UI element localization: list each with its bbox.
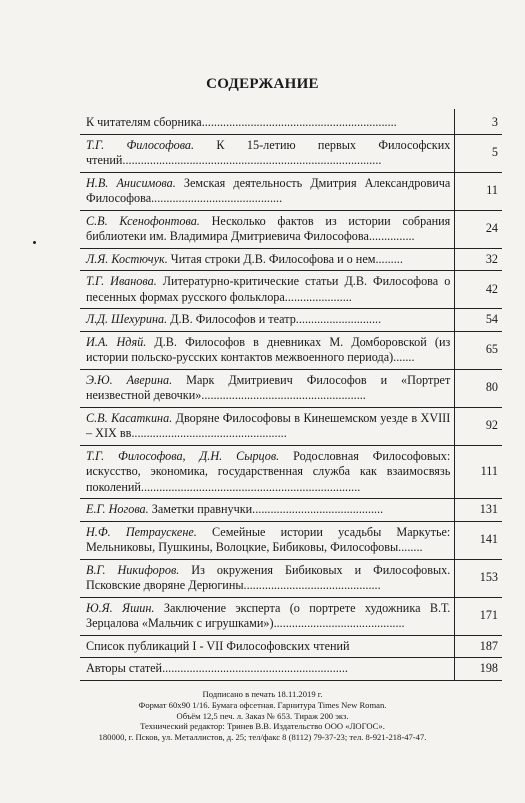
toc-row xyxy=(80,597,502,635)
toc-author: Ю.Я. Яшин. xyxy=(86,600,155,615)
toc-title: Заключение эксперта (о портрете художника В.Т. Зерцалова «Мальчик с игрушками»)........................................... xyxy=(86,600,451,630)
toc-author: Е.Г. Ногова. xyxy=(86,502,149,516)
toc-entry xyxy=(80,597,455,635)
imprint-line: Технический редактор: Тринев В.В. Издательство ООО «ЛОГОС». xyxy=(140,721,385,732)
toc-entry xyxy=(80,369,455,407)
toc-row xyxy=(80,134,502,172)
toc-title: Семейные истории усадьбы Маркутье: Мельниковы, Пушкины, Волоцкие, Бибиковы, Философовы........ xyxy=(86,524,451,554)
toc-page-number: 187 xyxy=(455,635,502,658)
toc-entry-text xyxy=(86,502,450,518)
toc-entry-text xyxy=(86,449,450,496)
toc-title: Несколько фактов из истории собрания библиотеки им. Владимира Дмитриевича Философова............... xyxy=(86,213,451,243)
toc-entry xyxy=(80,559,455,597)
imprint-line: 180000, г. Псков, ул. Металлистов, д. 25; тел/факс 8 (8112) 79-37-23; тел. 8-921-218-47-47. xyxy=(98,732,427,743)
toc-page-number: 141 xyxy=(455,521,502,559)
toc-page-number: 153 xyxy=(455,559,502,597)
toc-entry-text xyxy=(86,252,450,268)
toc-author: С.В. Ксенофонтова. xyxy=(86,213,200,228)
toc-entry-text xyxy=(86,115,450,131)
toc-page-number: 11 xyxy=(455,172,502,210)
toc-entry xyxy=(80,248,455,271)
toc-title: Дворяне Философовы в Кинешемском уезде в XVIII – XIX вв................................................... xyxy=(86,410,451,440)
imprint-line: Подписано в печать 18.11.2019 г. xyxy=(202,689,323,699)
toc-title: Д.В. Философов в дневниках М. Домборовской (из истории польско-русских контактов межвоенного периода)....... xyxy=(86,334,451,364)
toc-row xyxy=(80,559,502,597)
toc-page-number: 80 xyxy=(455,369,502,407)
toc-page-number: 131 xyxy=(455,499,502,522)
toc-author: Т.Г. Философова, Д.Н. Сырцов. xyxy=(86,448,280,463)
toc-page-number: 171 xyxy=(455,597,502,635)
toc-entry-text xyxy=(86,214,450,245)
toc-page-number: 5 xyxy=(455,134,502,172)
toc-title: Д.В. Философов и театр............................ xyxy=(167,312,382,326)
toc-row xyxy=(80,109,502,134)
toc-entry-text xyxy=(86,312,450,328)
toc-row xyxy=(80,271,502,309)
toc-entry-text xyxy=(86,176,450,207)
toc-entry-text xyxy=(86,601,450,632)
toc-entry-text xyxy=(86,335,450,366)
toc-author: С.В. Касаткина. xyxy=(86,410,173,425)
toc-page-number: 3 xyxy=(455,109,502,134)
toc-row xyxy=(80,172,502,210)
toc-page-number: 54 xyxy=(455,309,502,332)
page-title: СОДЕРЖАНИЕ xyxy=(206,76,319,92)
toc-author: Л.Я. Костючук. xyxy=(86,251,168,266)
imprint-line: Объём 12,5 печ. л. Заказ № 653. Тираж 200 экз. xyxy=(176,710,349,721)
toc-entry-text xyxy=(86,373,450,404)
toc-title: Литературно-критические статьи Д.В. Философова о песенных формах русского фольклора...................... xyxy=(86,274,451,304)
toc-title: Читая строки Д.В. Философова и о нем......... xyxy=(167,251,403,266)
toc-row xyxy=(80,369,502,407)
toc-row xyxy=(80,521,502,559)
toc-title: Марк Дмитриевич Философов и «Портрет неизвестной девочки»...................................................... xyxy=(86,372,451,402)
toc-page-number: 111 xyxy=(455,445,502,499)
toc-page-number: 65 xyxy=(455,331,502,369)
toc-title: К читателям сборника................................................................ xyxy=(86,115,397,129)
toc-page-number: 24 xyxy=(455,210,502,248)
toc-entry xyxy=(80,658,455,681)
toc-entry xyxy=(80,407,455,445)
toc-title: Авторы статей............................................................. xyxy=(86,661,348,675)
toc-title: Земская деятельность Дмитрия Александровича Философова........................................... xyxy=(86,175,451,205)
toc-entry xyxy=(80,271,455,309)
toc-row xyxy=(80,309,502,332)
toc-row xyxy=(80,331,502,369)
toc-entry xyxy=(80,635,455,658)
toc-title: Список публикаций I - VII Философовских чтений xyxy=(86,638,350,653)
toc-author: Н.Ф. Петраускене. xyxy=(86,524,197,539)
toc-title: К 15-летию первых Философских чтений..................................................................................... xyxy=(86,137,451,167)
toc-entry xyxy=(80,499,455,522)
toc-entry xyxy=(80,210,455,248)
toc-page-number: 42 xyxy=(455,271,502,309)
toc-page-number: 198 xyxy=(455,658,502,681)
toc-title: Заметки правнучки........................................... xyxy=(148,502,384,516)
toc-row xyxy=(80,445,502,499)
toc-author: Н.В. Анисимова. xyxy=(86,175,176,190)
toc-row xyxy=(80,635,502,658)
toc-entry xyxy=(80,309,455,332)
toc-page-number: 92 xyxy=(455,407,502,445)
toc-page-number: 32 xyxy=(455,248,502,271)
toc-row xyxy=(80,658,502,681)
table-of-contents xyxy=(80,109,502,681)
toc-entry-text xyxy=(86,138,450,169)
toc-author: В.Г. Никифоров. xyxy=(86,562,180,577)
toc-entry-text xyxy=(86,411,450,442)
toc-entry xyxy=(80,109,455,134)
toc-row xyxy=(80,210,502,248)
toc-entry-text xyxy=(86,563,450,594)
toc-entry xyxy=(80,172,455,210)
imprint-line: Формат 60х90 1/16. Бумага офсетная. Гарнитура Times New Roman. xyxy=(138,699,387,710)
imprint xyxy=(0,689,525,743)
toc-entry-text xyxy=(86,639,450,655)
stray-dot xyxy=(33,241,36,244)
toc-row xyxy=(80,499,502,522)
toc-author: Т.Г. Философова. xyxy=(86,137,195,152)
toc-author: Э.Ю. Аверина. xyxy=(86,372,173,387)
toc-entry xyxy=(80,331,455,369)
toc-entry-text xyxy=(86,274,450,305)
toc-author: И.А. Ндяй. xyxy=(86,334,147,349)
toc-entry-text xyxy=(86,525,450,556)
toc-title: Из окружения Бибиковых и Философовых. Псковские дворяне Дерюгины............................................. xyxy=(86,562,451,592)
toc-author: Т.Г. Иванова. xyxy=(86,274,157,288)
toc-row xyxy=(80,407,502,445)
toc-row xyxy=(80,248,502,271)
toc-title: Родословная Философовых: искусство, экономика, государственная служба как взаимосвязь поколений........................................................................ xyxy=(86,448,451,494)
toc-entry xyxy=(80,134,455,172)
toc-entry xyxy=(80,521,455,559)
toc-entry xyxy=(80,445,455,499)
toc-entry-text xyxy=(86,661,450,677)
toc-author: Л.Д. Шехурина. xyxy=(86,312,168,326)
